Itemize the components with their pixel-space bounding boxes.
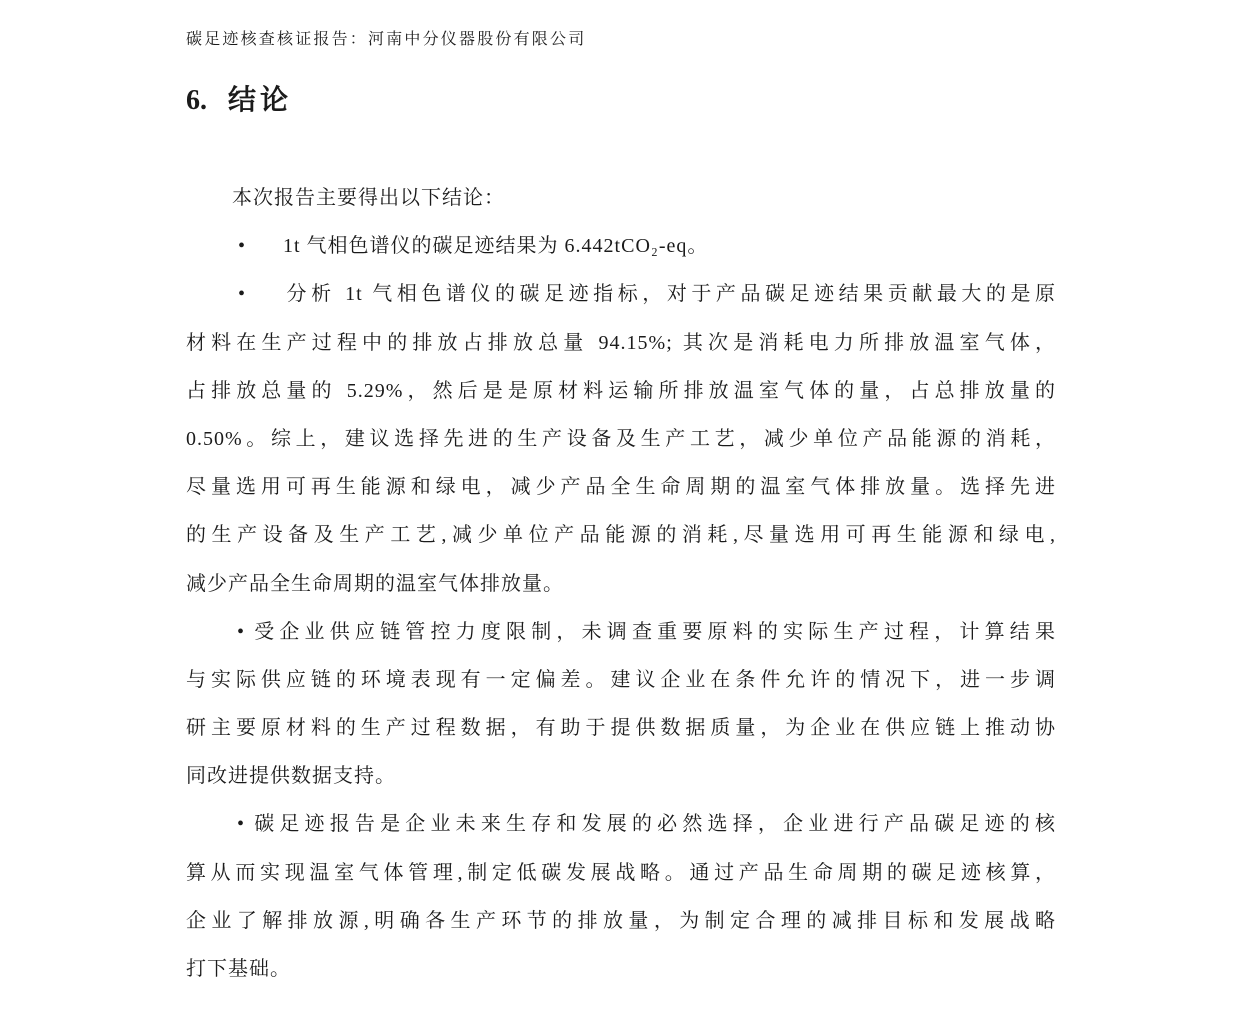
line-text: 本次报告主要得出以下结论： — [232, 187, 505, 209]
text-line — [186, 174, 1056, 222]
line-text: 的生产设备及生产工艺,减少单位产品能源的消耗,尽量选用可再生能源和绿电, — [186, 524, 1056, 547]
text-line — [186, 945, 1056, 993]
text-line — [186, 897, 1056, 945]
text-line — [186, 270, 1056, 318]
text-line — [186, 319, 1056, 367]
line-text: 尽量选用可再生能源和绿电，减少产品全生命周期的温室气体排放量。选择先进 — [186, 476, 1056, 499]
line-text: 算从而实现温室气体管理,制定低碳发展战略。通过产品生命周期的碳足迹核算， — [186, 861, 1056, 884]
line-text: 同改进提供数据支持。 — [186, 765, 396, 788]
body-text — [186, 174, 1056, 993]
line-text: 0.50%。综上，建议选择先进的生产设备及生产工艺，减少单位产品能源的消耗， — [186, 427, 1056, 450]
line-text: 受企业供应链管控力度限制，未调查重要原料的实际生产过程，计算结果 — [250, 620, 1056, 643]
text-line — [186, 415, 1056, 463]
line-text: 材料在生产过程中的排放占排放总量 94.15%; 其次是消耗电力所排放温室气体， — [186, 331, 1056, 354]
bullet-marker: • — [237, 813, 245, 836]
line-text: 占排放总量的 5.29%，然后是是原材料运输所排放温室气体的量，占总排放量的 — [186, 379, 1056, 402]
bullet-marker: • — [238, 235, 246, 258]
text-line — [186, 367, 1056, 415]
text-line — [186, 656, 1056, 704]
section-title: 结论 — [228, 85, 293, 116]
bullet-marker: • — [237, 620, 245, 643]
text-line — [186, 608, 1056, 656]
line-text: 减少产品全生命周期的温室气体排放量。 — [186, 572, 564, 595]
line-text: 打下基础。 — [186, 958, 291, 980]
text-line — [186, 752, 1056, 800]
section-heading — [186, 78, 292, 118]
text-line — [186, 704, 1056, 752]
line-text: 企业了解排放源,明确各生产环节的排放量，为制定合理的减排目标和发展战略 — [186, 909, 1056, 932]
text-line — [186, 463, 1056, 511]
text-line — [186, 511, 1056, 559]
line-text: 与实际供应链的环境表现有一定偏差。建议企业在条件允许的情况下，进一步调 — [186, 668, 1056, 691]
line-text: 1t 气相色谱仪的碳足迹结果为 6.442tCO₂-eq。 — [283, 235, 709, 258]
line-text: 碳足迹报告是企业未来生存和发展的必然选择，企业进行产品碳足迹的核 — [250, 813, 1056, 836]
report-header-title: 碳足迹核查核证报告：河南中分仪器股份有限公司 — [186, 31, 587, 48]
line-text: 分析 1t 气相色谱仪的碳足迹指标，对于产品碳足迹结果贡献最大的是原 — [283, 283, 1056, 306]
text-line — [186, 560, 1056, 608]
line-text: 研主要原材料的生产过程数据，有助于提供数据质量，为企业在供应链上推动协 — [186, 717, 1056, 740]
text-line — [186, 222, 1056, 270]
bullet-marker: • — [238, 283, 246, 306]
section-number: 6. — [186, 85, 207, 116]
text-line — [186, 800, 1056, 848]
text-line — [186, 849, 1056, 897]
